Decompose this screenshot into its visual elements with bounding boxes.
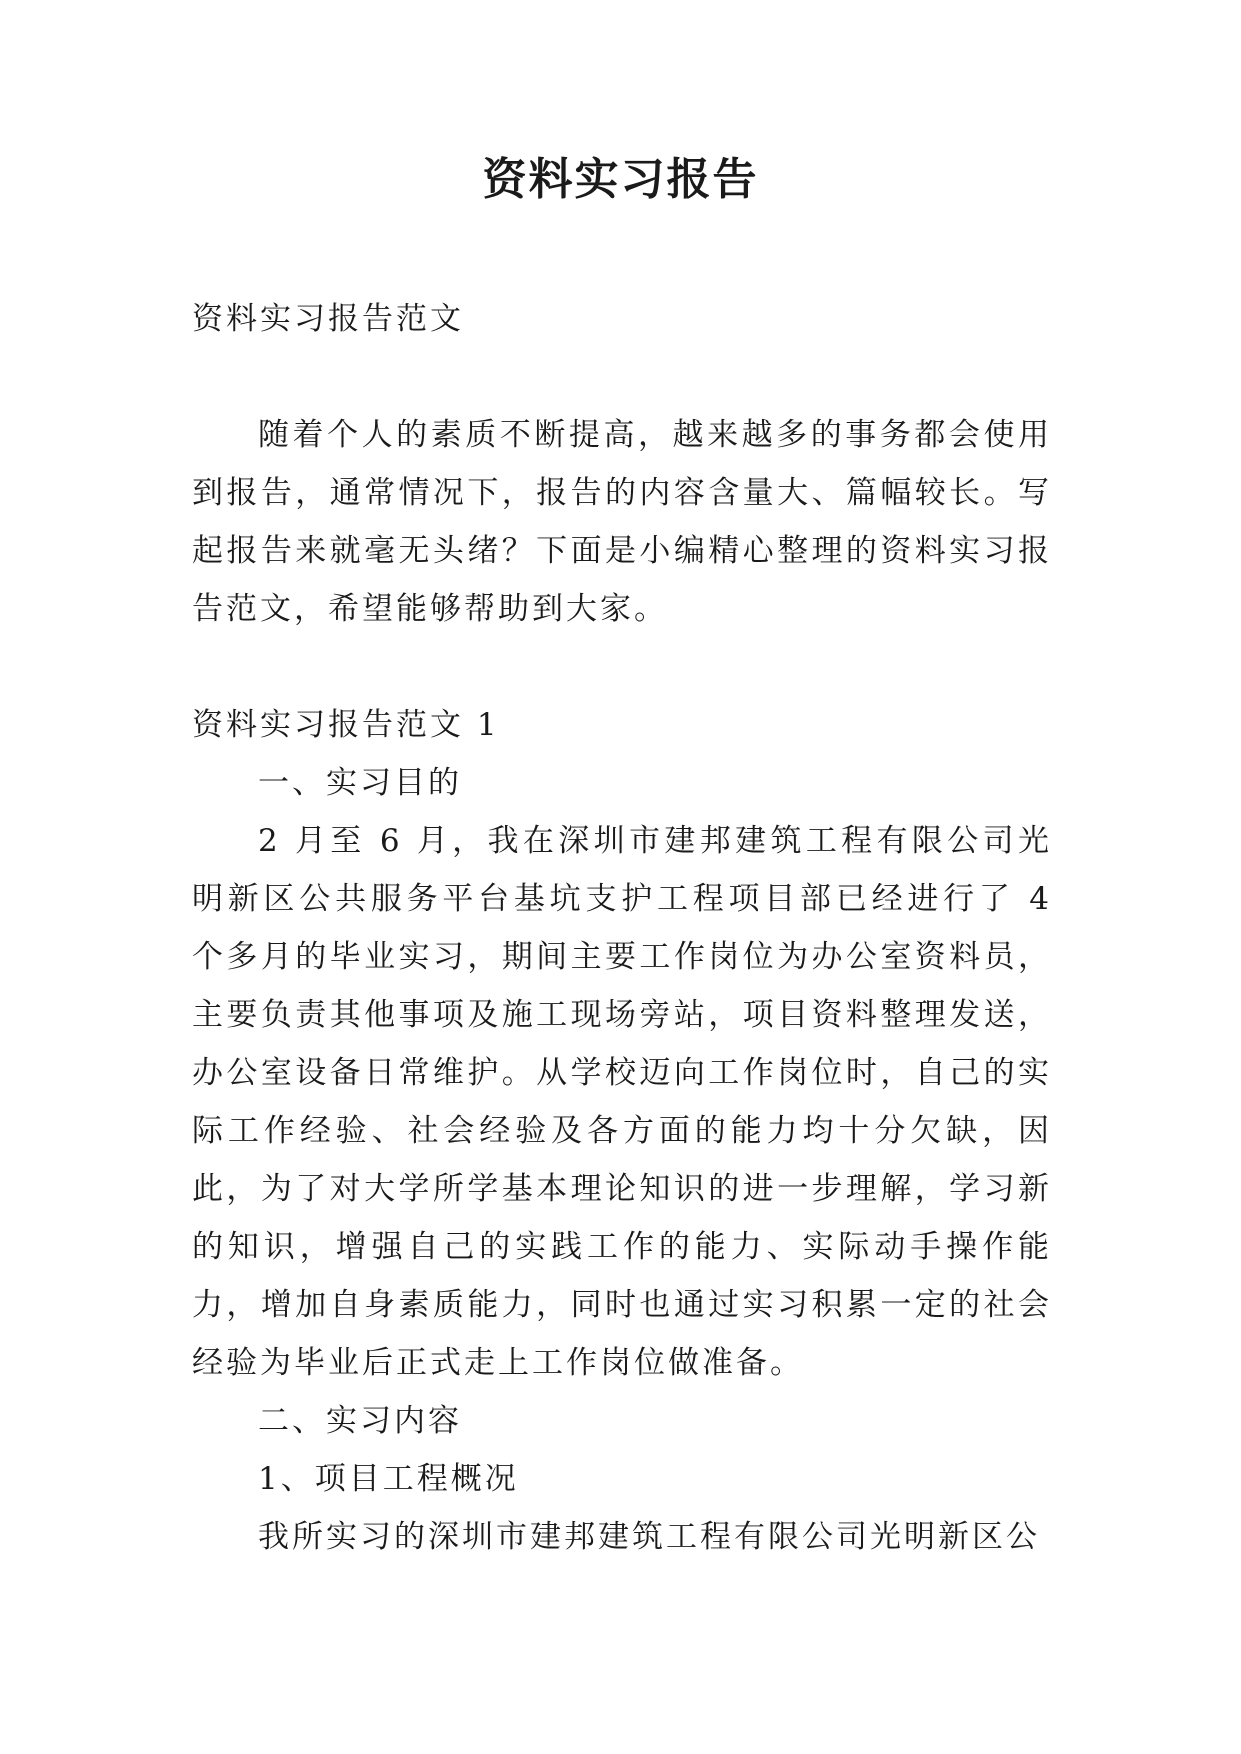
overview-paragraph: 我所实习的深圳市建邦建筑工程有限公司光明新区公: [258, 1519, 1040, 1555]
heading-content: 二、实习内容: [258, 1403, 462, 1439]
heading-overview: 1、项目工程概况: [258, 1461, 519, 1497]
heading-objective: 一、实习目的: [258, 765, 462, 801]
document-body: [192, 290, 1052, 1566]
intro-paragraph: 随着个人的素质不断提高，越来越多的事务都会使用到报告，通常情况下，报告的内容含量大、篇幅较长。写起报告来就毫无头绪？下面是小编精心整理的资料实习报告范文，希望能够帮助到大家。: [192, 417, 1052, 627]
objective-paragraph: 2 月至 6 月，我在深圳市建邦建筑工程有限公司光明新区公共服务平台基坑支护工程项目部已经进行了 4 个多月的毕业实习，期间主要工作岗位为办公室资料员，主要负责其他事项及施工现场旁站，项目资料整理发送，办公室设备日常维护。从学校迈向工作岗位时，自己的实际工作经验、社会经验及各方面的能力均十分欠缺，因此，为了对大学所学基本理论知识的进一步理解，学习新的知识，增强自己的实践工作的能力、实际动手操作能力，增加自身素质能力，同时也通过实习积累一定的社会经验为毕业后正式走上工作岗位做准备。: [192, 823, 1052, 1381]
section-heading: 资料实习报告范文 1: [192, 707, 500, 743]
document-title: 资料实习报告: [482, 154, 759, 205]
subtitle-paragraph: 资料实习报告范文: [192, 301, 464, 337]
